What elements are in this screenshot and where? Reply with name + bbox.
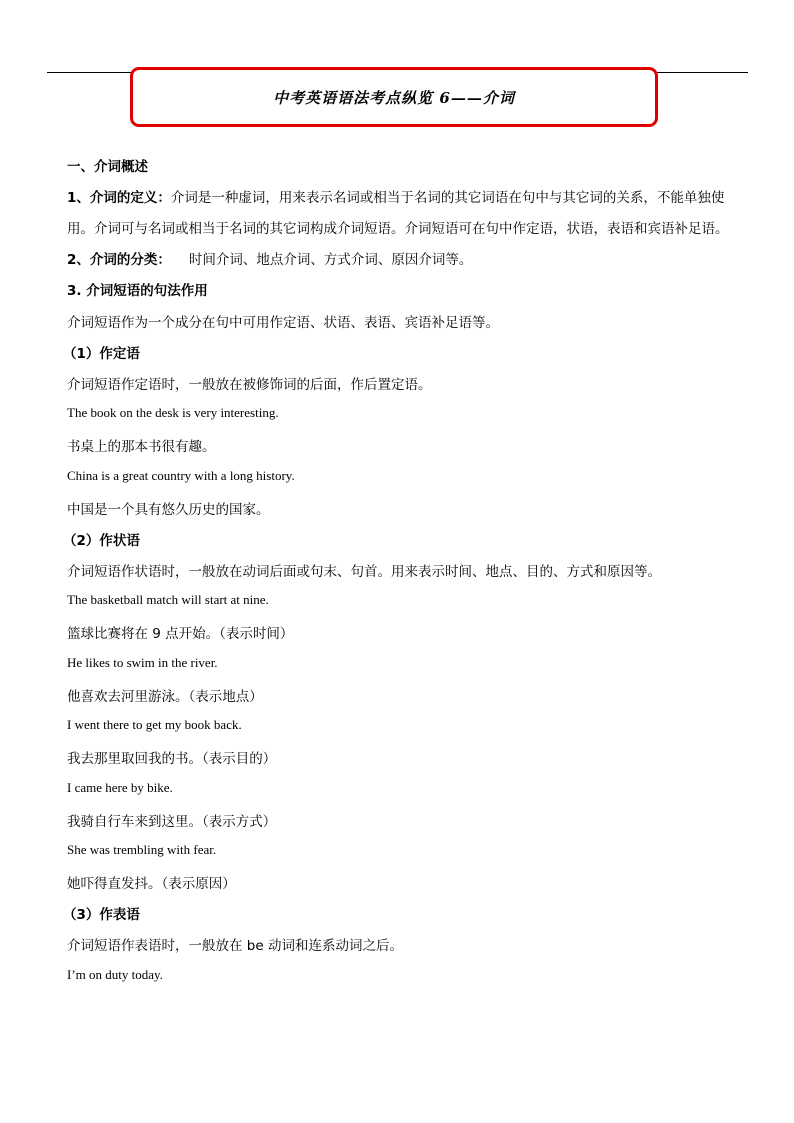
adverbial-example-5-zh: 她吓得直发抖。（表示原因） bbox=[67, 876, 236, 892]
title-box bbox=[130, 67, 658, 127]
definition-text-2: 用。介词可与名词或相当于名词的其它词构成介词短语。介词短语可在句中作定语，状语，表语和宾语补足语。 bbox=[67, 221, 729, 237]
attributive-text: 介词短语作定语时，一般放在被修饰词的后面，作后置定语。 bbox=[67, 377, 432, 393]
attributive-example-1-en: The book on the desk is very interesting. bbox=[67, 405, 279, 420]
usage-text: 介词短语作为一个成分在句中可用作定语、状语、表语、宾语补足语等。 bbox=[67, 315, 499, 331]
classification-line bbox=[67, 248, 472, 268]
adverbial-example-1-zh: 篮球比赛将在 9 点开始。（表示时间） bbox=[67, 626, 294, 642]
usage-heading: 3. 介词短语的句法作用 bbox=[67, 283, 208, 299]
definition-text-1: 介词是一种虚词，用来表示名词或相当于名词的其它词语在句中与其它词的关系，不能单独使 bbox=[170, 190, 725, 206]
classification-label: 2、介词的分类： bbox=[67, 252, 171, 268]
predicative-text: 介词短语作表语时，一般放在 be 动词和连系动词之后。 bbox=[67, 938, 403, 954]
adverbial-example-5-en: She was trembling with fear. bbox=[67, 842, 217, 857]
attributive-example-1-zh: 书桌上的那本书很有趣。 bbox=[67, 439, 216, 455]
attributive-example-2-zh: 中国是一个具有悠久历史的国家。 bbox=[67, 502, 270, 518]
page-title: 中考英语语法考点纵览 6——介词 bbox=[273, 88, 515, 107]
adverbial-heading: （2）作状语 bbox=[63, 533, 140, 549]
attributive-example-2-en: China is a great country with a long history. bbox=[67, 468, 295, 483]
adverbial-example-4-en: I came here by bike. bbox=[67, 780, 173, 795]
attributive-heading: （1）作定语 bbox=[63, 346, 140, 362]
adverbial-example-3-en: I went there to get my book back. bbox=[67, 717, 242, 732]
adverbial-example-2-zh: 他喜欢去河里游泳。（表示地点） bbox=[67, 689, 263, 705]
predicative-heading: （3）作表语 bbox=[63, 907, 140, 923]
section-heading-overview: 一、介词概述 bbox=[67, 159, 148, 175]
adverbial-example-2-en: He likes to swim in the river. bbox=[67, 655, 218, 670]
adverbial-example-1-en: The basketball match will start at nine. bbox=[67, 592, 269, 607]
classification-text: 时间介词、地点介词、方式介词、原因介词等。 bbox=[188, 252, 473, 268]
definition-label: 1、介词的定义： bbox=[67, 190, 171, 206]
adverbial-example-3-zh: 我去那里取回我的书。（表示目的） bbox=[67, 751, 277, 767]
definition-line-1 bbox=[67, 186, 724, 206]
adverbial-text: 介词短语作状语时，一般放在动词后面或句末、句首。用来表示时间、地点、目的、方式和原因等。 bbox=[67, 564, 661, 580]
adverbial-example-4-zh: 我骑自行车来到这里。（表示方式） bbox=[67, 814, 277, 830]
predicative-example-1-en: I’m on duty today. bbox=[67, 967, 163, 982]
